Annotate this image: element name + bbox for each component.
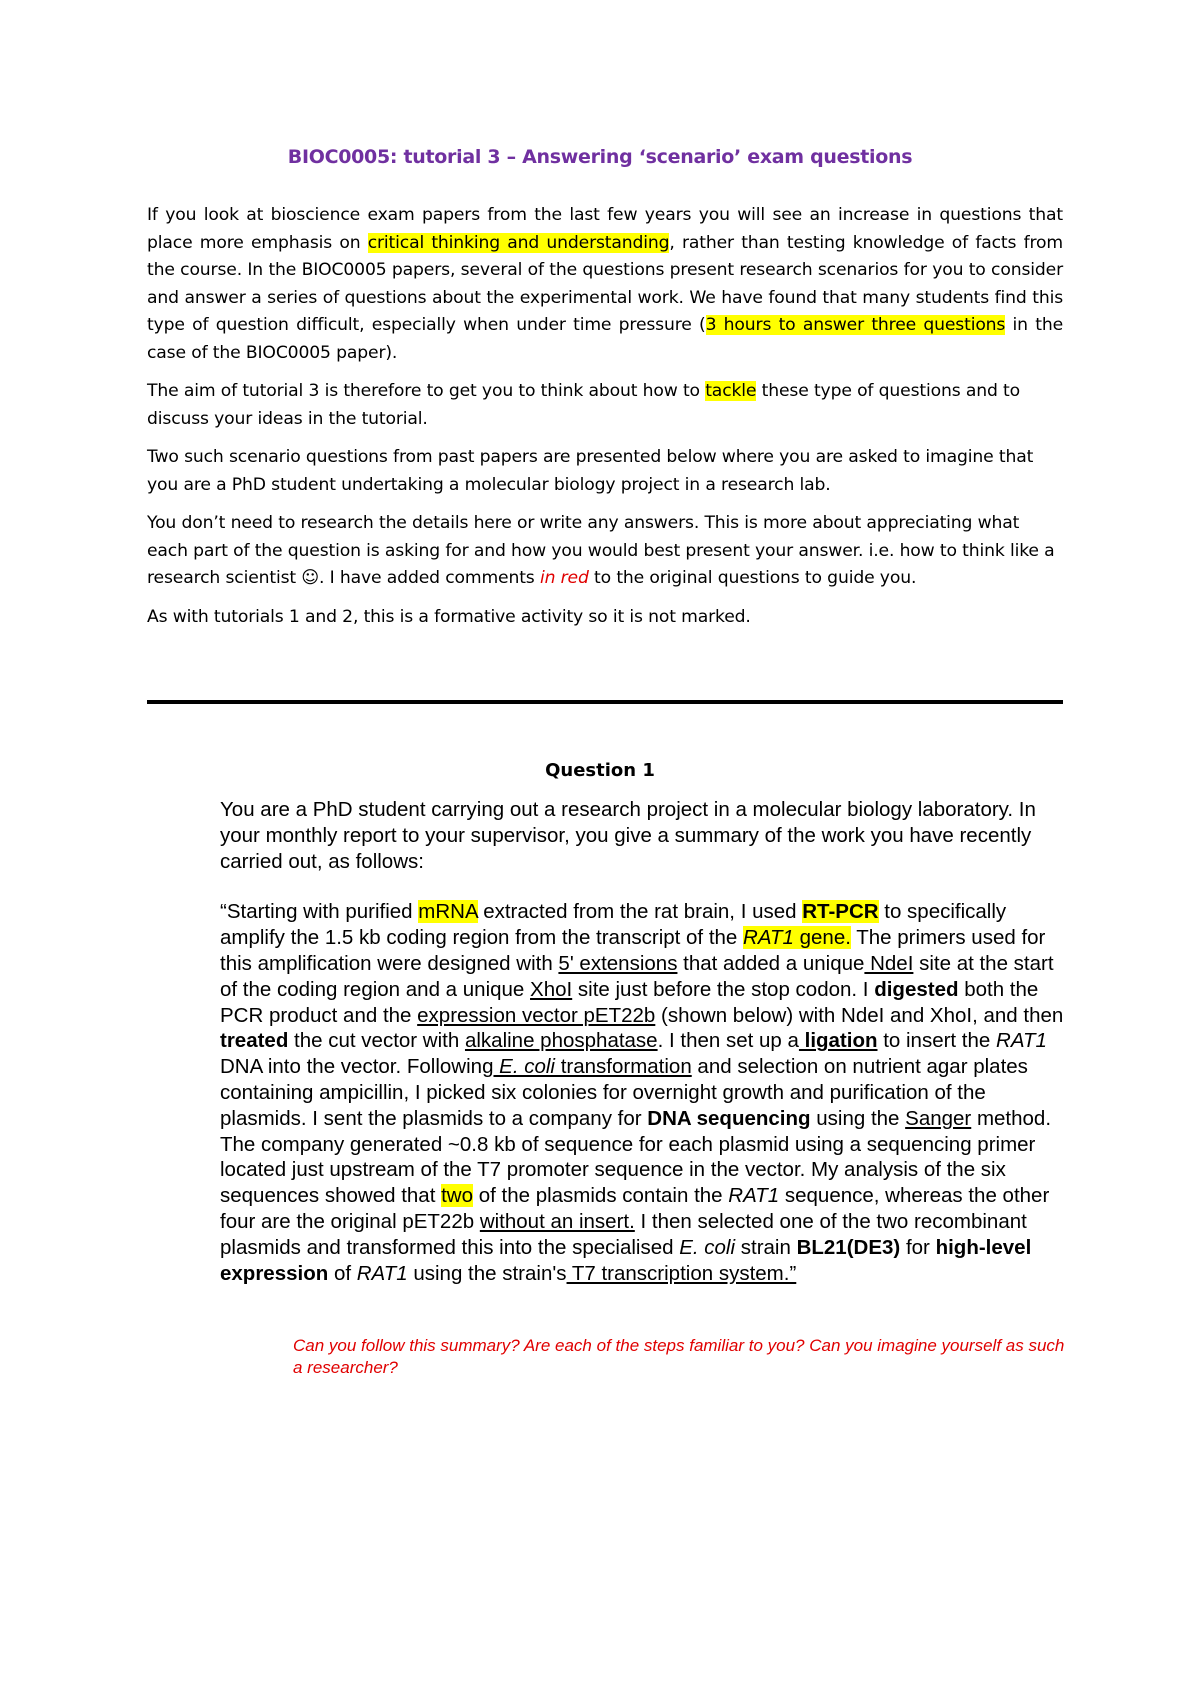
highlight-tackle: tackle [705, 381, 757, 401]
term-rat1: RAT1 [356, 1261, 408, 1285]
summary-text: sequence, whereas the other four are the original pET22b [220, 1184, 1050, 1233]
summary-text: site just before the stop codon. I [572, 977, 875, 1001]
summary-text: the cut vector with [288, 1029, 465, 1053]
term-bl21-de3: BL21(DE3) [796, 1235, 901, 1259]
summary-text: (shown below) with NdeI and XhoI, and then [655, 1003, 1064, 1027]
intro-paragraph-2 [147, 378, 1063, 433]
intro-paragraph-5: As with tutorials 1 and 2, this is a formative activity so it is not marked. [147, 606, 751, 627]
highlight-gene: gene. [793, 926, 851, 950]
question-1-lead: You are a PhD student carrying out a research project in a molecular biology laboratory. In your monthly report to your supervisor, you give a summary of the work you have recently carried out, as follows: [220, 798, 1036, 873]
summary-text: . I then set up a [657, 1029, 799, 1053]
summary-text: using the [810, 1106, 906, 1130]
summary-text: to specifically amplify the 1.5 kb coding region from the transcript of the [220, 900, 1007, 950]
section-divider [147, 700, 1063, 704]
summary-text: using the strain's [407, 1261, 567, 1285]
intro-text: these type of questions and to discuss your ideas in the tutorial. [147, 381, 1020, 429]
summary-text: The primers used for this amplification were designed with [220, 926, 1046, 975]
intro-paragraph-4 [147, 510, 1063, 593]
term-xhoi: XhoI [530, 977, 573, 1001]
summary-text: to insert the [877, 1029, 997, 1053]
intro-paragraph-3: Two such scenario questions from past papers are presented below where you are asked to imagine that you are a PhD student undertaking a molecular biology project in a research lab. [147, 447, 1034, 495]
term-digested: digested [874, 977, 959, 1001]
intro-text: You don’t need to research the details here or write any answers. This is more about appreciating what each part of the question is asking for and how you would best present your answer. i.e. how to think like a research scientist ☺. I have added comments [147, 513, 1055, 588]
question-1-red-comment: Can you follow this summary? Are each of the steps familiar to you? Can you imagine yourself as such a researcher? [293, 1336, 1065, 1377]
summary-text: DNA into the vector. Following [220, 1055, 494, 1079]
document-title: BIOC0005: tutorial 3 – Answering ‘scenario’ exam questions [287, 146, 913, 168]
highlight-rat1: RAT1 [743, 926, 794, 950]
intro-text: in the case of the BIOC0005 paper). [147, 315, 1063, 363]
summary-text: that added a unique [677, 951, 865, 975]
intro-text: The aim of tutorial 3 is therefore to get you to think about how to [147, 381, 706, 401]
intro-section [147, 202, 1063, 642]
term-sanger: Sanger [905, 1106, 972, 1130]
highlight-two: two [441, 1184, 474, 1208]
in-red-note: in red [539, 568, 589, 588]
intro-text: , rather than testing knowledge of facts from the course. In the BIOC0005 papers, several of the questions present research scenarios for you to consider and answer a series of questions about the experimental work. We have found that many students find this type of question difficult, especially when under time pressure ( [147, 232, 1063, 335]
term-rat1: RAT1 [728, 1184, 780, 1208]
term-e-coli: E. coli [493, 1055, 555, 1079]
question-1-heading: Question 1 [545, 760, 655, 781]
term-ndei: NdeI [864, 951, 914, 975]
term-ligation: ligation [798, 1029, 878, 1053]
term-rat1: RAT1 [996, 1029, 1047, 1053]
summary-text: extracted from the rat brain, I used [477, 900, 803, 924]
term-5-extensions: 5' extensions [558, 951, 678, 975]
term-e-coli: E. coli [679, 1235, 736, 1259]
summary-text: site at the start of the coding region and a unique [220, 951, 1054, 1001]
summary-text: of the plasmids contain the [473, 1184, 729, 1208]
summary-text: I then selected one of the two recombinant plasmids and transformed this into the specialised [220, 1209, 1027, 1259]
summary-text: for [900, 1235, 936, 1259]
term-alkaline-phosphatase: alkaline phosphatase [464, 1029, 658, 1053]
highlight-exam-duration: 3 hours to answer three questions [705, 315, 1006, 335]
highlight-rt-pcr: RT-PCR [802, 900, 879, 924]
term-t7-transcription-system: T7 transcription system.” [566, 1261, 797, 1285]
highlight-critical-thinking: critical thinking and understanding [367, 232, 670, 253]
summary-text: of [328, 1261, 357, 1285]
summary-text: and selection on nutrient agar plates containing ampicillin, I picked six colonies for overnight growth and purification of the plasmids. I sent the plasmids to a company for [220, 1055, 1028, 1130]
intro-text: to the original questions to guide you. [588, 568, 917, 588]
summary-text: both the PCR product and the [220, 977, 1039, 1027]
term-transformation: transformation [555, 1055, 692, 1079]
question-1-body [220, 797, 1070, 1286]
term-high-level-expression: high-level expression [220, 1235, 1032, 1285]
question-1-summary [220, 899, 1070, 1286]
term-dna-sequencing: DNA sequencing [647, 1106, 811, 1130]
summary-text: “Starting with purified [220, 900, 419, 924]
highlight-mrna: mRNA [418, 900, 478, 924]
term-without-insert: without an insert. [479, 1209, 635, 1233]
term-expression-vector: expression vector pET22b [417, 1003, 656, 1027]
summary-text: strain [735, 1235, 797, 1259]
intro-paragraph-1 [147, 202, 1063, 367]
term-treated: treated [220, 1029, 289, 1053]
summary-text: method. The company generated ~0.8 kb of sequence for each plasmid using a sequencing primer located just upstream of the T7 promoter sequence in the vector. My analysis of the six sequences showed that [220, 1106, 1052, 1208]
intro-text: If you look at bioscience exam papers from the last few years you will see an increase in questions that place more emphasis on [147, 205, 1063, 253]
